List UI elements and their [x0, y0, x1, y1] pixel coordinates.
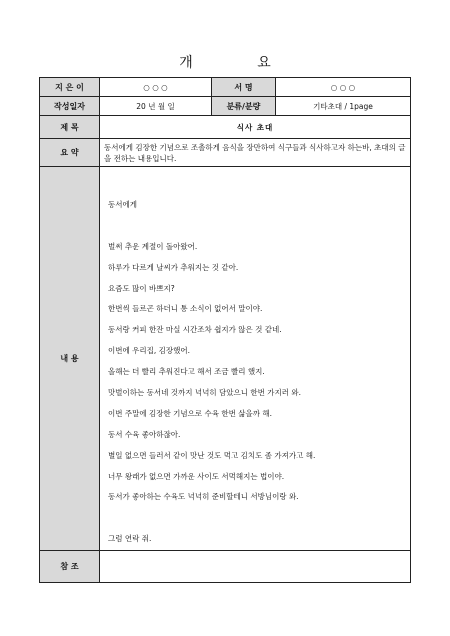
letter-line: 벌써 추운 계절이 돌아왔어. — [108, 241, 198, 251]
author-label: 지 은 이 — [40, 78, 100, 97]
letter-line: 맛벌이하는 동서네 것까지 넉넉히 담았으니 한번 가지러 와. — [108, 388, 301, 398]
author-value: ○ ○ ○ — [100, 78, 212, 97]
letter-line: 동서 수육 좋아하잖아. — [108, 429, 181, 439]
content-label: 내 용 — [40, 167, 100, 551]
category-label: 분류/분량 — [212, 97, 276, 116]
letter — [108, 167, 402, 550]
letter-greeting: 동서에게 — [108, 200, 137, 209]
letter-line: 너무 왕래가 없으면 가까운 사이도 서먹해지는 법이야. — [108, 471, 285, 481]
signature-value: ○ ○ ○ — [276, 78, 411, 97]
summary-value: 동서에게 김장한 기념으로 조촐하게 음식을 장만하여 식구들과 식사하고자 하는바, 초대의 글을 전하는 내용입니다. — [100, 139, 411, 167]
page-title: 개 요 — [179, 55, 301, 71]
reference-value — [100, 551, 411, 583]
letter-closing: 그럼 연락 줘. — [108, 534, 152, 544]
reference-label: 참 조 — [40, 551, 100, 583]
subject-label: 제 목 — [40, 116, 100, 139]
letter-line: 요즘도 많이 바쁘지? — [108, 283, 175, 293]
letter-line: 동서랑 커피 한잔 마실 시간조차 쉽지가 않은 것 같네. — [108, 325, 282, 335]
signature-label: 서 명 — [212, 78, 276, 97]
overview-form — [39, 77, 411, 583]
content-body — [100, 167, 411, 551]
letter-line: 한번씩 들르곤 하더니 통 소식이 없어서 말이야. — [108, 304, 263, 314]
date-label: 작성일자 — [40, 97, 100, 116]
letter-line: 별일 없으면 들러서 같이 맛난 것도 먹고 김치도 좀 가져가고 해. — [108, 450, 316, 460]
letter-line: 올해는 더 빨리 추워진다고 해서 조금 빨리 했지. — [108, 367, 265, 377]
date-value: 20 년 월 일 — [100, 97, 212, 116]
category-value: 기타초대 / 1page — [276, 97, 411, 116]
subject-value: 식사 초대 — [100, 116, 411, 139]
summary-label: 요 약 — [40, 139, 100, 167]
letter-line: 하루가 다르게 날씨가 추워지는 것 같아. — [108, 262, 239, 272]
letter-line: 이번에 우리집, 김장했어. — [108, 346, 190, 356]
letter-line: 동서가 좋아하는 수육도 넉넉히 준비할테니 서방님이랑 와. — [108, 492, 299, 502]
letter-line: 이번 주말에 김장한 기념으로 수육 한번 삶을까 해. — [108, 408, 272, 418]
